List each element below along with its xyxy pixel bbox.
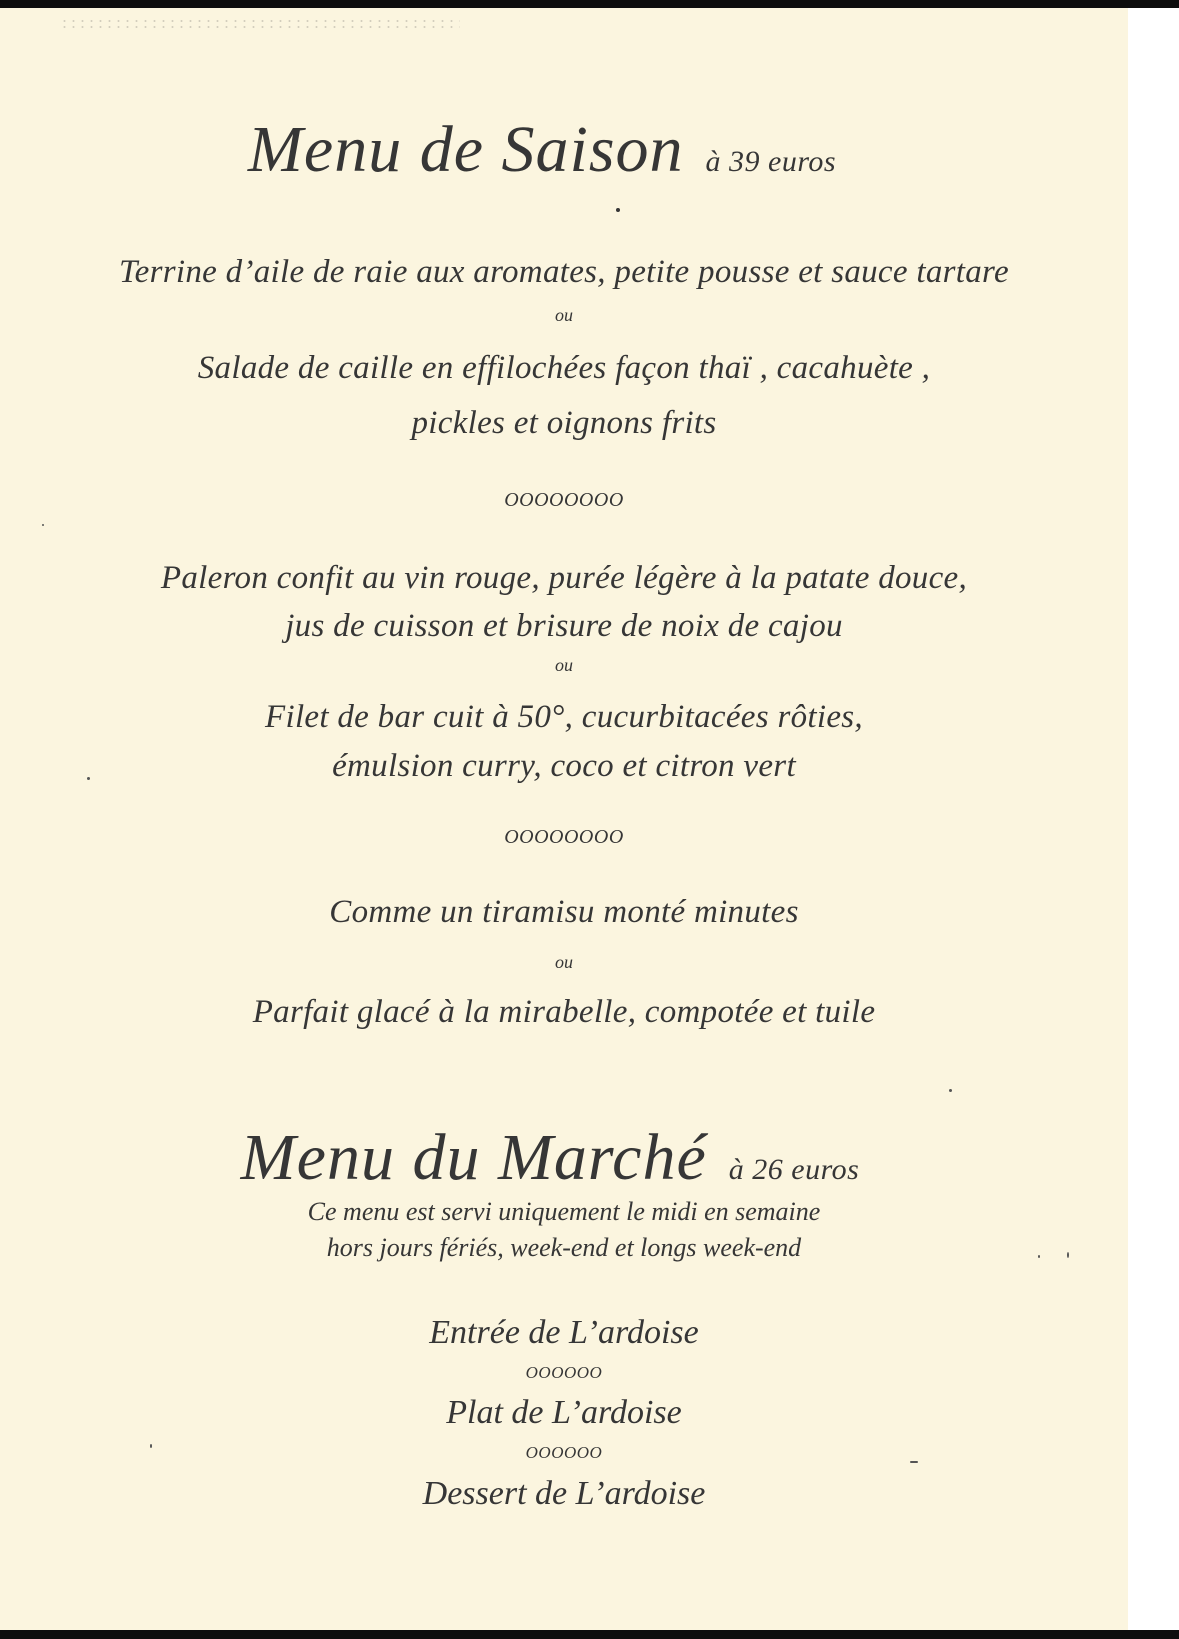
course-entree: Entrée de L’ardoise (429, 1314, 699, 1351)
dessert-option-1-line: Comme un tiramisu monté minutes (329, 894, 799, 930)
course-separator: OOOOOOOO (504, 489, 624, 511)
dessert-option-2-line: Parfait glacé à la mirabelle, compotée et tuile (252, 994, 876, 1030)
main-option-1-line: jus de cuisson et brisure de noix de cajou (285, 608, 843, 644)
menu-saison-heading (0, 112, 1128, 200)
menu-marche-price: à 26 euros (728, 1153, 860, 1186)
scan-bottom-edge (0, 1630, 1179, 1639)
scan-noise-strip (60, 18, 460, 30)
main-option-2-line: Filet de bar cuit à 50°, cucurbitacées rôties, (265, 699, 863, 735)
decorative-dot (616, 208, 620, 212)
dessert-or: ou (555, 952, 573, 972)
starter-or: ou (555, 305, 573, 325)
course-separator: OOOOOO (525, 1443, 603, 1462)
scan-speck (949, 1089, 952, 1092)
menu-marche-note-line: hors jours fériés, week-end et longs week-end (326, 1233, 802, 1262)
course-dessert: Dessert de L’ardoise (422, 1475, 706, 1512)
course-plat: Plat de L’ardoise (446, 1394, 682, 1431)
main-or: ou (555, 655, 573, 675)
main-option-2-line: émulsion curry, coco et citron vert (332, 748, 796, 784)
starter-option-2-line: Salade de caille en effilochées façon thaï , cacahuète , (197, 350, 931, 386)
menu-saison-title: Menu de Saison (247, 113, 684, 186)
starter-option-1-line: Terrine d’aile de raie aux aromates, petite pousse et sauce tartare (119, 254, 1009, 290)
course-separator: OOOOOOOO (504, 826, 624, 848)
menu-marche-heading (0, 1120, 1128, 1208)
course-separator: OOOOOO (525, 1363, 603, 1382)
main-option-1-line: Paleron confit au vin rouge, purée légère à la patate douce, (160, 560, 968, 596)
menu-saison-price: à 39 euros (705, 145, 837, 178)
menu-marche-note-line: Ce menu est servi uniquement le midi en semaine (307, 1197, 821, 1226)
scan-top-edge (0, 0, 1179, 8)
scan-speck (42, 524, 44, 526)
starter-option-2-line: pickles et oignons frits (411, 405, 717, 441)
menu-marche-title: Menu du Marché (240, 1121, 707, 1194)
